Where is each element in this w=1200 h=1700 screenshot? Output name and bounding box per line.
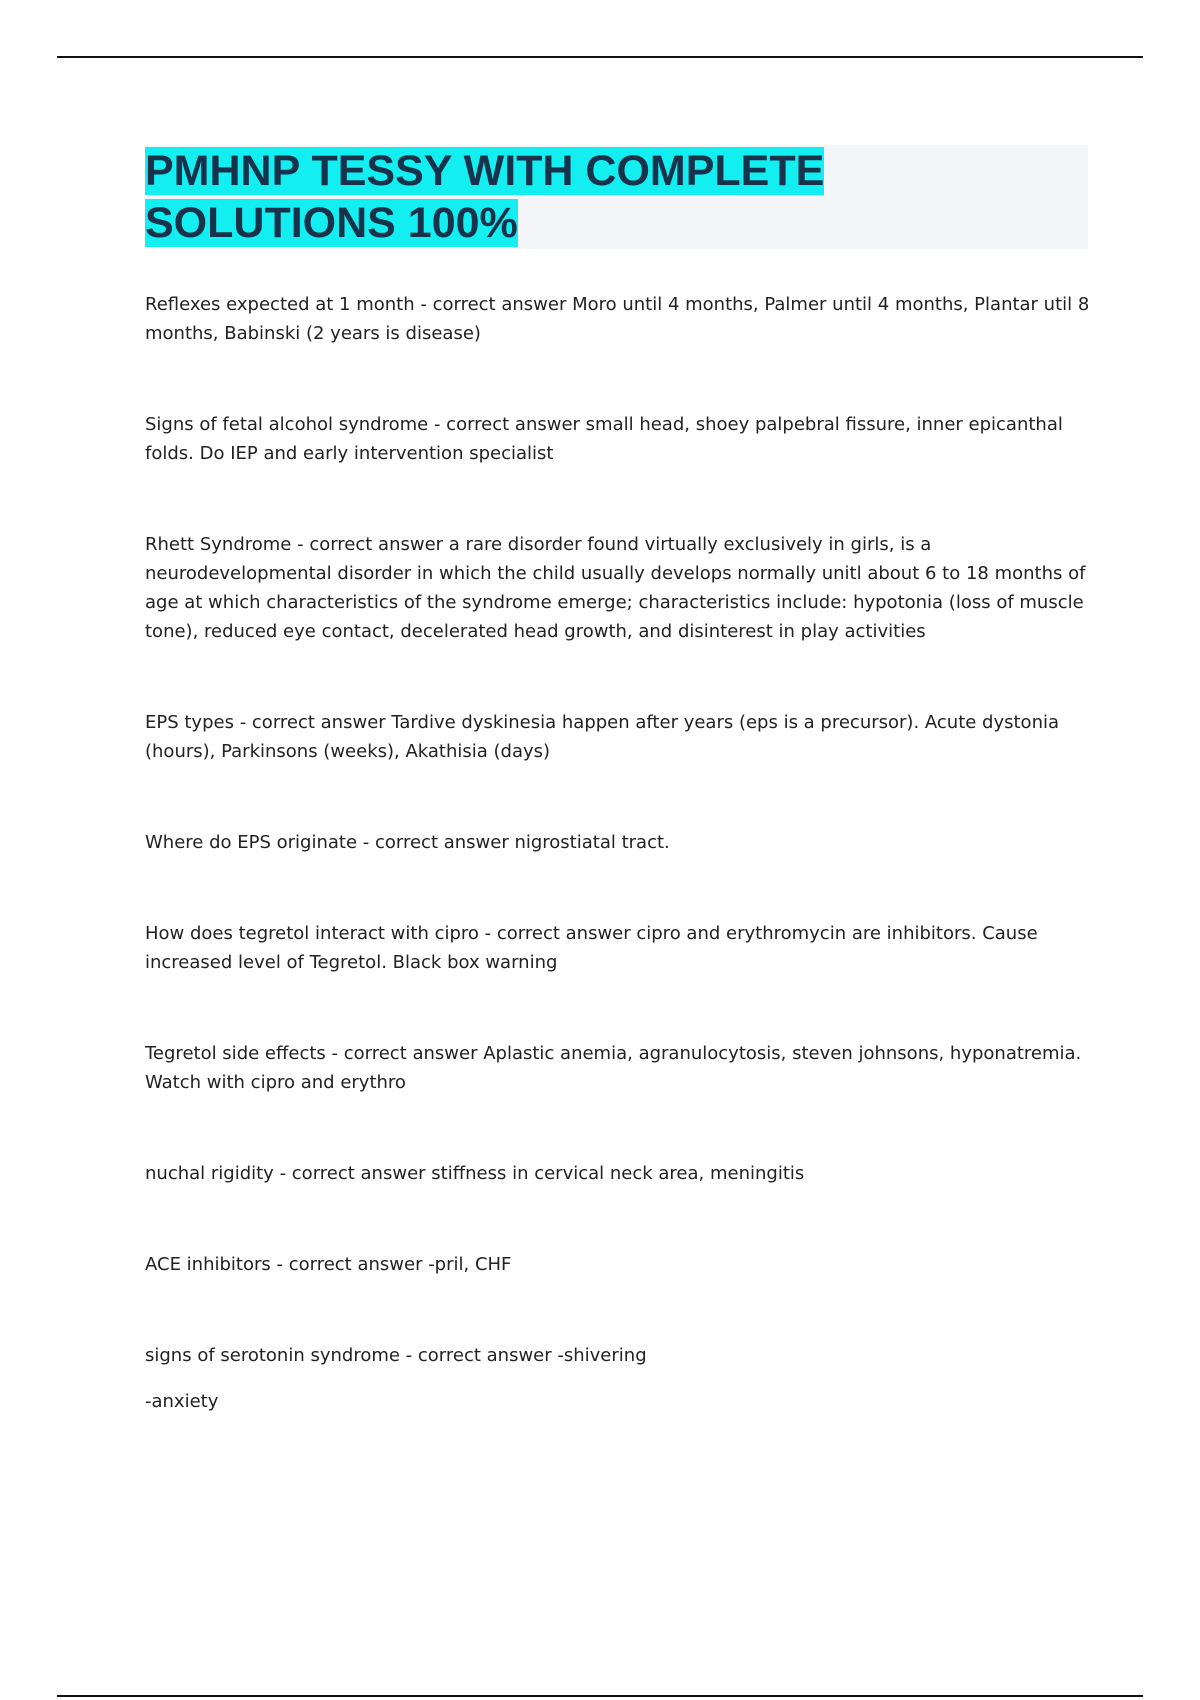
qa-item [145,708,1090,766]
qa-separator: - correct answer [478,923,637,944]
qa-question: EPS types [145,712,234,733]
qa-question: signs of serotonin syndrome [145,1345,400,1366]
page-title [145,145,865,249]
qa-answer: Aplastic anemia, agranulocytosis, steven johnsons, hyponatremia. Watch with cipro and erythro [145,1043,1082,1093]
qa-answer: nigrostiatal tract. [514,832,670,853]
qa-separator: - correct answer [325,1043,484,1064]
qa-answer: -shivering [557,1345,647,1366]
qa-question: Signs of fetal alcohol syndrome [145,414,429,435]
qa-answer-continuation: -anxiety [145,1391,219,1412]
qa-separator: - correct answer [399,1345,558,1366]
qa-item [145,1039,1090,1097]
qa-item [145,1159,1090,1188]
qa-question: nuchal rigidity [145,1163,274,1184]
qa-answer: cipro and erythromycin are inhibitors. Cause increased level of Tegretol. Black box warning [145,923,1038,973]
qa-question: Tegretol side effects [145,1043,326,1064]
title-block [145,145,1088,249]
qa-list [145,290,1090,1478]
qa-question: Reflexes expected at 1 month [145,294,415,315]
qa-separator: - correct answer [273,1163,432,1184]
qa-question: How does tegretol interact with cipro [145,923,479,944]
qa-item [145,530,1090,646]
qa-separator: - correct answer [270,1254,429,1275]
qa-separator: - correct answer [414,294,573,315]
qa-separator: - correct answer [428,414,586,435]
qa-item [145,1250,1090,1279]
qa-answer: small head, shoey palpebral fissure, inner epicanthal folds. Do IEP and early intervention specialist [145,414,1063,464]
bottom-rule [57,1695,1143,1697]
top-rule [57,56,1143,58]
qa-separator: - correct answer [233,712,392,733]
qa-separator: - correct answer [357,832,515,853]
qa-separator: - correct answer [291,534,449,555]
qa-item [145,828,1090,857]
qa-item [145,290,1090,348]
qa-answer: Moro until 4 months, Palmer until 4 months, Plantar util 8 months, Babinski (2 years is disease) [145,294,1090,344]
qa-question: Where do EPS originate [145,832,358,853]
qa-question: Rhett Syndrome [145,534,292,555]
qa-answer: Tardive dyskinesia happen after years (eps is a precursor). Acute dystonia (hours), Parkinsons (weeks), Akathisia (days) [145,712,1060,762]
page-title-highlight: PMHNP TESSY WITH COMPLETE SOLUTIONS 100% [145,147,825,247]
qa-answer: stiffness in cervical neck area, meningitis [431,1163,805,1184]
qa-answer: a rare disorder found virtually exclusively in girls, is a neurodevelopmental disorder in which the child usually develops normally unitl about 6 to 18 months of age at which characteristics of the syndrome emerge; characteristics include: hypotonia (loss of muscle tone), reduced eye contact, decelerated head growth, and disinterest in play activities [145,534,1086,642]
qa-item [145,410,1090,468]
qa-item [145,919,1090,977]
qa-item [145,1341,1090,1416]
qa-question: ACE inhibitors [145,1254,271,1275]
qa-answer: -pril, CHF [428,1254,512,1275]
